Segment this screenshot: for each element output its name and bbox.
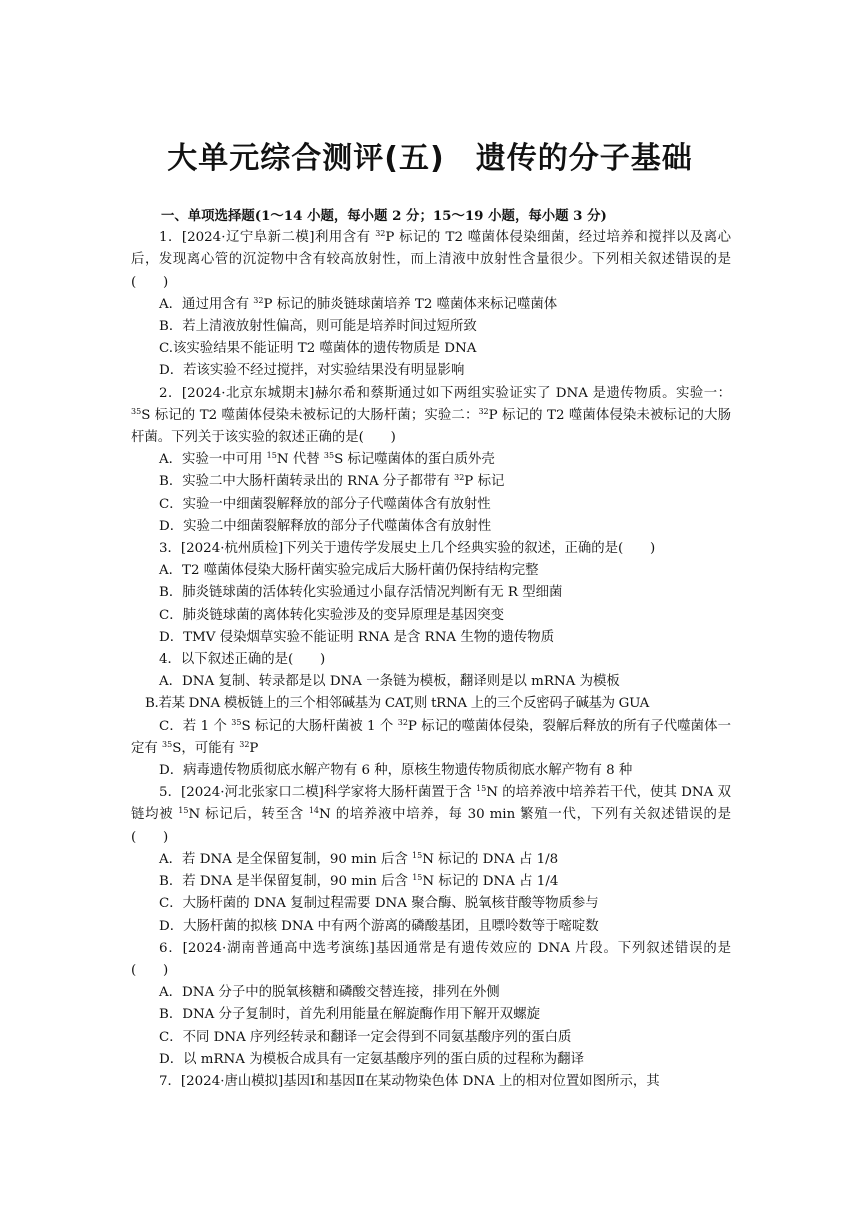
question-3-option-d: D．TMV 侵染烟草实验不能证明 RNA 是含 RNA 生物的遗传物质 xyxy=(159,629,555,645)
question-6-option-d: D．以 mRNA 为模板合成具有一定氨基酸序列的蛋白质的过程称为翻译 xyxy=(159,1051,584,1067)
question-5-option-b: B．若 DNA 是半保留复制，90 min 后含 $^{15}$N 标记的 DNA 占 1/4 xyxy=(159,873,559,890)
question-2-option-b: B．实验二中大肠杆菌转录出的 RNA 分子都带有 $^{32}$P 标记 xyxy=(159,473,505,490)
question-5-option-d: D．大肠杆菌的拟核 DNA 中有两个游离的磷酸基团，且嘌呤数等于嘧啶数 xyxy=(159,918,599,934)
question-1-option-b: B．若上清液放射性偏高，则可能是培养时间过短所致 xyxy=(159,319,477,335)
question-3-stem: 3．[2024·杭州质检]下列关于遗传学发展史上几个经典实验的叙述，正确的是( ) xyxy=(159,541,656,557)
question-6-stem: 6．[2024·湖南普通高中选考演练]基因通常是有遗传效应的 DNA 片段。下列叙述错误的是( ) xyxy=(131,940,731,978)
question-1-option-c: C.该实验结果不能证明 T2 噬菌体的遗传物质是 DNA xyxy=(159,341,477,357)
question-4-stem: 4．以下叙述正确的是( ) xyxy=(159,652,326,668)
question-7-stem: 7．[2024·唐山模拟]基因Ⅰ和基因Ⅱ在某动物染色体 DNA 上的相对位置如图所示，其 xyxy=(159,1073,660,1089)
question-2-option-c: C．实验一中细菌裂解释放的部分子代噬菌体含有放射性 xyxy=(159,496,491,512)
question-3-option-c: C．肺炎链球菌的离体转化实验涉及的变异原理是基因突变 xyxy=(159,607,505,623)
page-title: 大单元综合测评(五) 遗传的分子基础 xyxy=(167,141,693,176)
question-3-option-a: A．T2 噬菌体侵染大肠杆菌实验完成后大肠杆菌仍保持结构完整 xyxy=(159,563,539,579)
question-5-option-a: A．若 DNA 是全保留复制，90 min 后含 $^{15}$N 标记的 DNA 占 1/8 xyxy=(159,850,559,867)
question-5-option-c: C．大肠杆菌的 DNA 复制过程需要 DNA 聚合酶、脱氧核苷酸等物质参与 xyxy=(159,896,599,912)
question-2-stem: 2．[2024·北京东城期末]赫尔希和蔡斯通过如下两组实验证实了 DNA 是遗传物质。实验一：$^{35}$S 标记的 T2 噬菌体侵染未被标记的大肠杆菌；实验二：$^{32}$P 标记的 T2 噬菌体侵染未被标记的大肠杆菌。下列关于该实验的叙述正确的是( ) xyxy=(131,385,731,446)
question-4-option-d: D．病毒遗传物质彻底水解产物有 6 种，原核生物遗传物质彻底水解产物有 8 种 xyxy=(159,763,633,779)
question-2-option-a: A．实验一中可用 $^{15}$N 代替 $^{35}$S 标记噬菌体的蛋白质外壳 xyxy=(159,451,495,468)
question-4-option-a: A．DNA 复制、转录都是以 DNA 一条链为模板，翻译则是以 mRNA 为模板 xyxy=(159,674,620,690)
question-6-option-a: A．DNA 分子中的脱氧核糖和磷酸交替连接，排列在外侧 xyxy=(159,985,500,1001)
question-5-stem: 5．[2024·河北张家口二模]科学家将大肠杆菌置于含 $^{15}$N 的培养液中培养若干代，使其 DNA 双链均被 $^{15}$N 标记后，转至含 $^{14}$N 的培养液中培养，每 30 min 繁殖一代，下列有关叙述错误的是( ) xyxy=(131,784,731,845)
question-6-option-b: B．DNA 分子复制时，首先利用能量在解旋酶作用下解开双螺旋 xyxy=(159,1007,540,1023)
question-4-option-c: C．若 1 个 $^{35}$S 标记的大肠杆菌被 1 个 $^{32}$P 标记的噬菌体侵染，裂解后释放的所有子代噬菌体一定有 $^{35}$S，可能有 $^{32}$P xyxy=(131,717,732,756)
question-1-option-a: A．通过用含有 $^{32}$P 标记的肺炎链球菌培养 T2 噬菌体来标记噬菌体 xyxy=(159,295,558,312)
question-6-option-c: C．不同 DNA 序列经转录和翻译一定会得到不同氨基酸序列的蛋白质 xyxy=(159,1029,572,1045)
question-4-option-b: B.若某 DNA 模板链上的三个相邻碱基为 CAT,则 tRNA 上的三个反密码子碱基为 GUA xyxy=(145,696,650,712)
question-body xyxy=(131,205,731,1093)
question-2-option-d: D．实验二中细菌裂解释放的部分子代噬菌体含有放射性 xyxy=(159,518,492,534)
question-1-option-d: D．若该实验不经过搅拌，对实验结果没有明显影响 xyxy=(159,363,465,379)
question-3-option-b: B．肺炎链球菌的活体转化实验通过小鼠存活情况判断有无 R 型细菌 xyxy=(159,585,563,601)
question-1-stem: 1．[2024·辽宁阜新二模]利用含有 $^{32}$P 标记的 T2 噬菌体侵染细菌，经过培养和搅拌以及离心后，发现离心管的沉淀物中含有较高放射性，而上清液中放射性含量很少。下列相关叙述错误的是( ) xyxy=(131,229,731,290)
section-heading: 一、单项选择题(1～14 小题，每小题 2 分；15～19 小题，每小题 3 分) xyxy=(161,208,607,224)
